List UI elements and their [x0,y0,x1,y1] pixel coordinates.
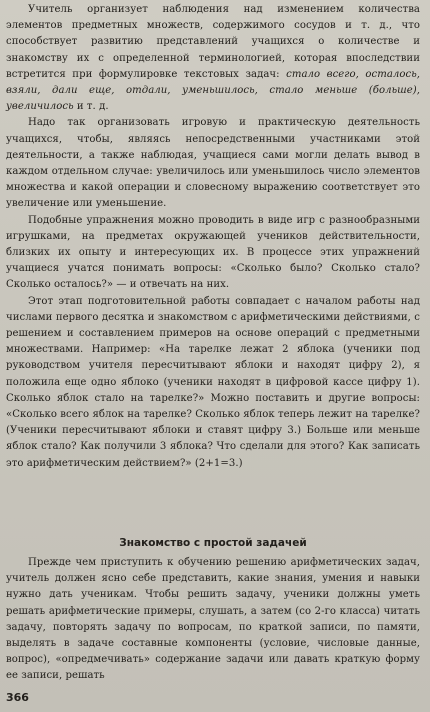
body-text-bottom [6,555,420,685]
text-run: Этот этап подготовительной работы совпадает с началом работы над числами первого десятка и знакомством с арифметическими действиями, с решением и составлением примеров на основе операций с предметными множествами. Например: «На тарелке лежат 2 яблока (ученики под руководством учителя пересчитывают яблоки и находят цифру 2), я положила еще одно яблоко (ученики находят в цифровой кассе цифру 1). Сколько яблок стало на тарелке?» Можно поставить и другие вопросы: «Сколько всего яблок на тарелке? Сколько яблок теперь лежит на тарелке? (Ученики пересчитывают яблоки и ставят цифру 3.) Больше или меньше яблок стало? Как получили 3 яблока? Что сделали для этого? Как записать это арифметическим действием?» (2+1=3.) [6,295,420,469]
paragraph [6,2,420,115]
text-run: Прежде чем приступить к обучению решению арифметических задач, учитель должен ясно себе представить, какие знания, умения и навыки нужно дать ученикам. Чтобы решить задачу, ученики должны уметь решать арифметические примеры, слушать, а затем (со 2-го класса) читать задачу, повторять задачу по вопросам, по краткой записи, по памяти, выделять в задаче составные компоненты (условие, числовые данные, вопрос), «опредмечивать» содержание задачи или давать краткую форму ее записи, решать [6,557,420,682]
text-run: Учитель организует наблюдения над изменением количества элементов предметных множеств, содержимого сосудов и т. д., что способствует развитию представлений учащихся о количестве и знакомству их с определенной терминологией, которая впоследствии встретится при формулировке текстовых задач: [6,4,420,80]
section-heading: Знакомство с простой задачей [119,537,307,549]
body-text-top [6,2,420,472]
text-run: Подобные упражнения можно проводить в виде игр с разнообразными игрушками, на предметах окружающей учеников действительности, близких их опыту и интересующих их. В процессе этих упражнений учащиеся учатся понимать вопросы: «Сколько было? Сколько стало? Сколько осталось?» — и отвечать на них. [6,214,420,291]
italic-text: стало всего, осталось, взяли, дали еще, отдали, уменьшилось, стало меньше (больше), увеличилось [6,68,420,113]
text-run: Надо так организовать игровую и практическую деятельность учащихся, чтобы, являясь непосредственными участниками этой деятельности, а также наблюдая, учащиеся сами могли делать вывод в каждом отдельном случае: увеличилось или уменьшилось число элементов множества и какой операции и словесному выражению соответствует это увеличение или уменьшение. [6,117,420,210]
paragraph [6,294,420,472]
paragraph [6,213,420,294]
paragraph [6,115,420,212]
text-run: и т. д. [73,101,109,113]
page-number: 366 [6,691,29,704]
paragraph [6,555,420,685]
